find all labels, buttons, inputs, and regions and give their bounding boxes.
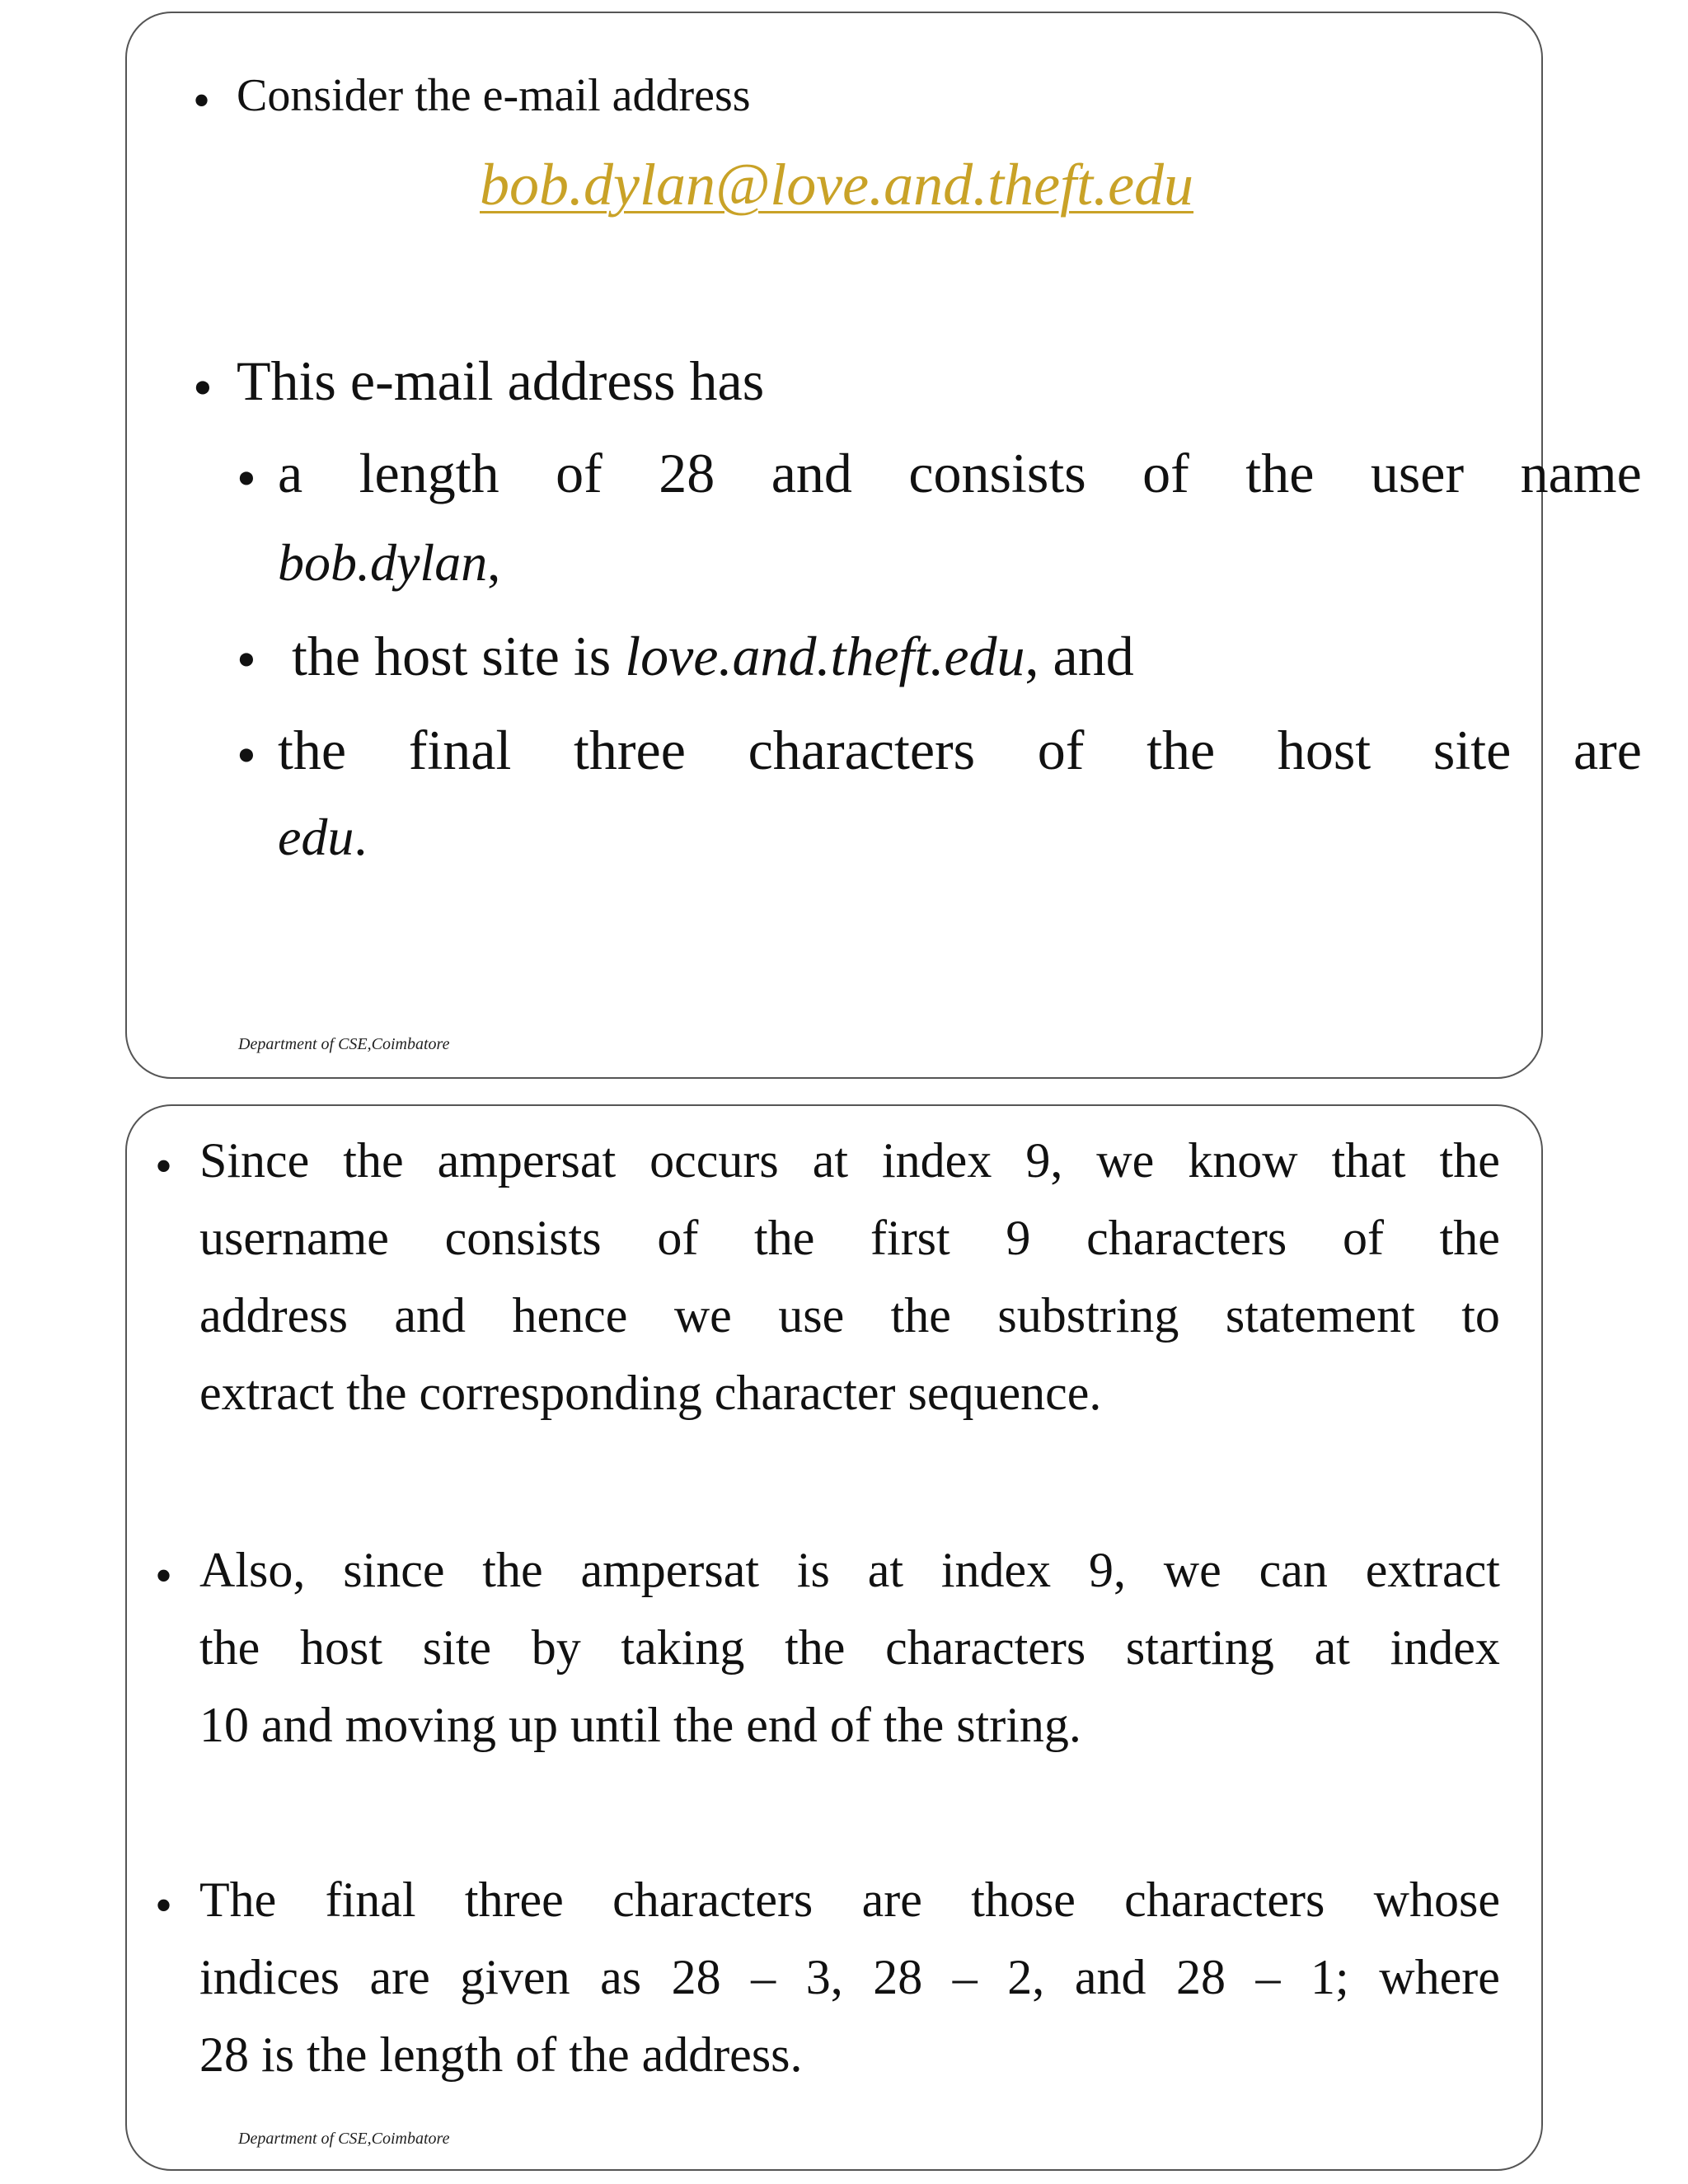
sub-bullet-final-three-line1 [278, 719, 1642, 781]
word: given [460, 1950, 570, 2004]
word: final [408, 719, 512, 781]
word: indices [199, 1950, 340, 2004]
para-final-text [199, 1952, 1500, 2002]
word: 2, [1007, 1950, 1045, 2004]
word: and [394, 1288, 467, 1343]
word: user [1370, 442, 1465, 504]
para-ampersat-line1 [199, 1133, 1500, 1188]
footer-department: Department of CSE,Coimbatore [238, 2130, 450, 2148]
word: are [861, 1872, 922, 1927]
bullet-email-has: This e-mail address has [237, 349, 765, 412]
word: 9, [1088, 1543, 1126, 1597]
para-host-text [199, 1620, 1500, 1675]
word: of [657, 1211, 699, 1265]
word: ampersat [580, 1543, 759, 1597]
word: length [359, 442, 499, 504]
word: – [952, 1950, 978, 2004]
word: the [343, 1133, 404, 1188]
word: 28 [1175, 1950, 1226, 2004]
slide-1 [125, 12, 1642, 1079]
word: characters [1086, 1211, 1287, 1265]
word: – [751, 1950, 776, 2004]
word: that [1331, 1133, 1406, 1188]
para-final-line1 [199, 1872, 1500, 1927]
word: of [556, 442, 603, 504]
word: the [199, 1620, 260, 1675]
word: index [882, 1133, 992, 1188]
word: index [1390, 1620, 1500, 1675]
word: the [890, 1288, 951, 1343]
word: characters [748, 719, 976, 781]
word: the [1146, 719, 1216, 781]
word: occurs [649, 1133, 779, 1188]
para-ampersat-text [199, 1213, 1500, 1263]
word: name [1520, 442, 1642, 504]
word: index [940, 1543, 1052, 1597]
word: and [771, 442, 852, 504]
word: we [673, 1288, 732, 1343]
bullet-marker: • [155, 1549, 173, 1603]
edu-italic: edu [278, 808, 354, 866]
word: we [1096, 1133, 1155, 1188]
word: the [482, 1543, 543, 1597]
sub-bullet-length-line1 [278, 442, 1642, 504]
word: of [1342, 1211, 1384, 1265]
username-comma: , [487, 533, 501, 592]
para-ampersat-line4: extract the corresponding character sequence. [199, 1366, 1102, 1420]
word: by [531, 1620, 581, 1675]
bullet-marker: • [193, 356, 213, 419]
word: hence [512, 1288, 628, 1343]
para-ampersat-line2 [199, 1213, 1500, 1263]
para-final-line2 [199, 1952, 1500, 2002]
para-ampersat-line3 [199, 1288, 1500, 1343]
host-site-suffix: , and [1025, 625, 1134, 687]
word: at [812, 1133, 849, 1188]
word: 9 [1006, 1211, 1031, 1265]
word: at [1314, 1620, 1350, 1675]
para-host-line1 [199, 1545, 1500, 1595]
sub-bullet-marker: • [237, 628, 256, 691]
word: 3, [805, 1950, 843, 2004]
para-host-line3: 10 and moving up until the end of the string. [199, 1698, 1081, 1752]
word: taking [621, 1620, 745, 1675]
word: username [199, 1211, 389, 1265]
word: 1; [1311, 1950, 1349, 2004]
word: at [867, 1543, 903, 1597]
para-final-text [199, 1872, 1500, 1927]
word: since [343, 1543, 445, 1597]
word: to [1461, 1288, 1500, 1343]
sub-bullet-length-text [278, 442, 1642, 504]
word: host [1277, 719, 1372, 781]
word: whose [1373, 1872, 1500, 1927]
word: where [1379, 1950, 1500, 2004]
word: substring [997, 1288, 1179, 1343]
word: 28 [671, 1950, 721, 2004]
word: extract [1365, 1543, 1500, 1597]
word: we [1163, 1543, 1221, 1597]
sub-bullet-marker: • [237, 447, 256, 509]
word: final [325, 1872, 416, 1927]
word: the [1439, 1133, 1500, 1188]
slide-2 [125, 1104, 1543, 2171]
word: host [300, 1620, 383, 1675]
para-ampersat-text [199, 1288, 1500, 1343]
word: consists [908, 442, 1086, 504]
word: the [1245, 442, 1315, 504]
word: the [785, 1620, 846, 1675]
email-address-link[interactable]: bob.dylan@love.and.theft.edu [480, 152, 1194, 218]
word: as [600, 1950, 642, 2004]
edu-period: . [354, 808, 368, 866]
word: the [754, 1211, 815, 1265]
word: The [199, 1872, 277, 1927]
para-host-line2 [199, 1620, 1500, 1675]
word: 9, [1025, 1133, 1063, 1188]
word: consists [444, 1211, 602, 1265]
word: 28 [659, 442, 715, 504]
sub-bullet-host-site [292, 625, 1134, 687]
word: the [1439, 1211, 1500, 1265]
word: Also, [199, 1543, 306, 1597]
word: of [1142, 442, 1189, 504]
footer-department: Department of CSE,Coimbatore [238, 1035, 450, 1053]
word: are [369, 1950, 430, 2004]
word: characters [1124, 1872, 1325, 1927]
bullet-marker: • [193, 73, 211, 128]
para-host-text [199, 1545, 1500, 1595]
word: know [1188, 1133, 1298, 1188]
word: statement [1225, 1288, 1415, 1343]
word: ampersat [437, 1133, 617, 1188]
word: three [464, 1872, 564, 1927]
host-site-italic: love.and.theft.edu [625, 625, 1025, 687]
word: use [778, 1288, 845, 1343]
word: address [199, 1288, 348, 1343]
para-ampersat-text [199, 1133, 1500, 1188]
word: a [278, 442, 303, 504]
final-three-text [278, 719, 1642, 781]
word: site [422, 1620, 492, 1675]
word: those [971, 1872, 1076, 1927]
word: 28 [873, 1950, 923, 2004]
word: and [1074, 1950, 1146, 2004]
sub-bullet-length-line2 [278, 533, 501, 592]
word: site [1432, 719, 1512, 781]
word: characters [612, 1872, 814, 1927]
word: first [870, 1211, 950, 1265]
word: starting [1125, 1620, 1274, 1675]
bullet-consider: Consider the e-mail address [237, 70, 751, 121]
word: of [1037, 719, 1085, 781]
bullet-marker: • [155, 1878, 173, 1933]
sub-bullet-final-three-line2 [278, 808, 368, 866]
word: are [1573, 719, 1642, 781]
word: three [574, 719, 686, 781]
word: – [1255, 1950, 1281, 2004]
word: is [796, 1543, 830, 1597]
bullet-marker: • [155, 1139, 173, 1193]
username-italic: bob.dylan [278, 533, 488, 592]
word: characters [885, 1620, 1086, 1675]
word: Since [199, 1133, 310, 1188]
word: the [278, 719, 347, 781]
para-final-line3: 28 is the length of the address. [199, 2027, 803, 2082]
host-site-prefix: the host site is [292, 625, 626, 687]
word: can [1259, 1543, 1328, 1597]
sub-bullet-marker: • [237, 724, 256, 786]
